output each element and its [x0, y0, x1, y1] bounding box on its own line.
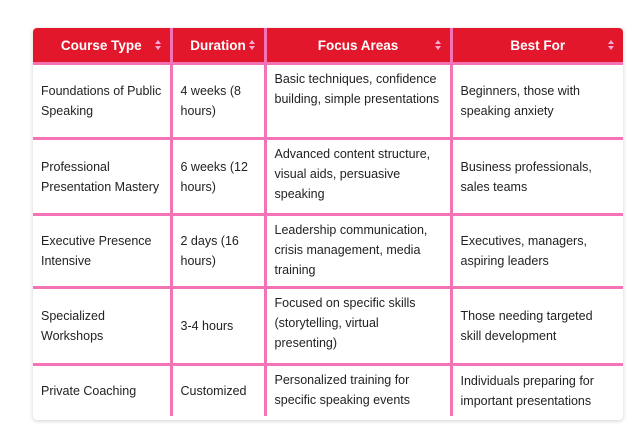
header-label: Focus Areas [317, 37, 399, 53]
header-course-type[interactable] [33, 28, 171, 64]
cell-course-type: Executive Presence Intensive [33, 215, 171, 288]
sort-icon[interactable] [248, 37, 256, 53]
cell-duration: Customized [171, 365, 265, 417]
course-table [33, 28, 623, 416]
table-row [33, 365, 623, 417]
cell-best-for: Those needing targeted skill development [451, 288, 623, 365]
cell-duration: 2 days (16 hours) [171, 215, 265, 288]
header-best-for[interactable] [451, 28, 623, 64]
cell-course-type: Professional Presentation Mastery [33, 139, 171, 215]
cell-focus-areas: Focused on specific skills (storytelling, virtual presenting) [265, 288, 451, 365]
sort-icon[interactable] [154, 37, 162, 53]
cell-best-for: Beginners, those with speaking anxiety [451, 64, 623, 139]
cell-duration: 3-4 hours [171, 288, 265, 365]
table-row [33, 288, 623, 365]
cell-focus-areas: Advanced content structure, visual aids, persuasive speaking [265, 139, 451, 215]
cell-course-type: Specialized Workshops [33, 288, 171, 365]
cell-focus-areas: Basic techniques, confidence building, simple presentations [265, 64, 451, 139]
table-header-row [33, 28, 623, 64]
table-row [33, 215, 623, 288]
header-label: Duration [190, 37, 246, 53]
cell-best-for: Business professionals, sales teams [451, 139, 623, 215]
cell-best-for: Individuals preparing for important presentations [451, 365, 623, 417]
header-label: Course Type [60, 37, 142, 53]
sort-icon[interactable] [607, 37, 615, 53]
cell-duration: 6 weeks (12 hours) [171, 139, 265, 215]
sort-icon[interactable] [434, 37, 442, 53]
cell-focus-areas: Personalized training for specific speaking events [265, 365, 451, 417]
header-duration[interactable] [171, 28, 265, 64]
header-label: Best For [510, 37, 566, 53]
table-row [33, 64, 623, 139]
cell-best-for: Executives, managers, aspiring leaders [451, 215, 623, 288]
course-comparison-table [33, 28, 623, 420]
header-focus-areas[interactable] [265, 28, 451, 64]
cell-duration: 4 weeks (8 hours) [171, 64, 265, 139]
cell-focus-areas: Leadership communication, crisis management, media training [265, 215, 451, 288]
table-row [33, 139, 623, 215]
cell-course-type: Foundations of Public Speaking [33, 64, 171, 139]
cell-course-type: Private Coaching [33, 365, 171, 417]
